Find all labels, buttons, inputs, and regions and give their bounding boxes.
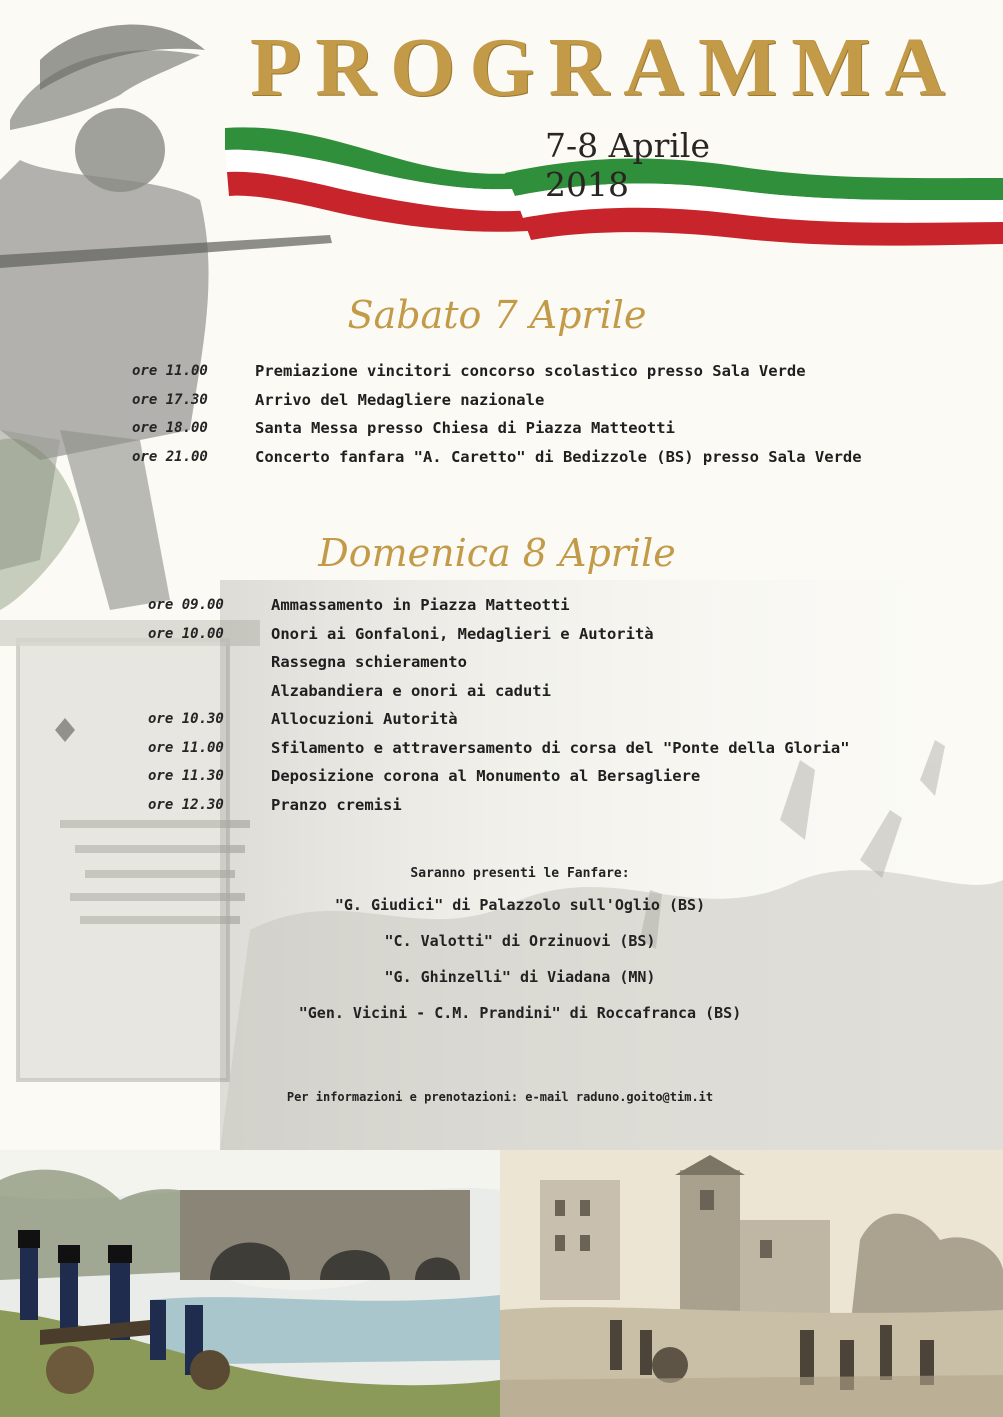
schedule-row	[132, 357, 992, 386]
schedule-time: ore 09.00	[148, 597, 224, 613]
schedule-row	[132, 386, 992, 415]
schedule-event: Premiazione vincitori concorso scolastico presso Sala Verde	[255, 362, 806, 380]
schedule-event: Onori ai Gonfaloni, Medaglieri e Autorità	[271, 624, 654, 643]
sunday-heading: Domenica 8 Aprile	[318, 531, 676, 575]
schedule-row	[148, 791, 988, 820]
event-dates: 7-8 Aprile 2018	[545, 126, 710, 204]
schedule-time: ore 21.00	[132, 448, 208, 465]
saturday-heading: Sabato 7 Aprile	[347, 293, 647, 337]
schedule-event: Santa Messa presso Chiesa di Piazza Matteotti	[255, 419, 675, 437]
schedule-row	[148, 620, 988, 649]
bridge-battle-painting	[0, 1150, 500, 1417]
fanfare-item: "C. Valotti" di Orzinuovi (BS)	[384, 932, 656, 950]
schedule-row	[148, 734, 988, 763]
fanfare-heading: Saranno presenti le Fanfare:	[410, 866, 630, 881]
contact-info: Per informazioni e prenotazioni: e-mail raduno.goito@tim.it	[286, 1090, 714, 1104]
schedule-event: Arrivo del Medagliere nazionale	[255, 390, 545, 409]
schedule-event: Deposizione corona al Monumento al Bersagliere	[271, 767, 701, 785]
schedule-row	[148, 762, 988, 791]
fanfare-section	[230, 866, 810, 1037]
saturday-schedule	[132, 357, 992, 471]
schedule-event: Pranzo cremisi	[271, 795, 402, 814]
schedule-row	[148, 705, 988, 734]
schedule-time: ore 11.00	[132, 363, 208, 379]
schedule-time: ore 11.30	[148, 768, 224, 784]
fanfare-item: "G. Giudici" di Palazzolo sull'Oglio (BS)	[334, 896, 706, 914]
fanfare-item: "Gen. Vicini - C.M. Prandini" di Roccafranca (BS)	[298, 1004, 742, 1022]
schedule-time: ore 11.00	[148, 739, 224, 756]
schedule-row	[148, 591, 988, 620]
schedule-time: ore 12.30	[148, 796, 224, 813]
village-battle-drawing	[500, 1150, 1003, 1417]
schedule-event: Rassegna schieramento	[271, 653, 467, 671]
schedule-event: Alzabandiera e onori ai caduti	[271, 681, 551, 700]
schedule-row	[148, 648, 988, 677]
schedule-row	[148, 677, 988, 706]
page-title: PROGRAMMA	[250, 21, 960, 114]
schedule-row	[132, 414, 992, 443]
schedule-event: Concerto fanfara "A. Caretto" di Bedizzole (BS) presso Sala Verde	[255, 447, 862, 466]
schedule-event: Ammassamento in Piazza Matteotti	[271, 596, 570, 614]
schedule-time: ore 17.30	[132, 391, 208, 408]
schedule-row	[132, 443, 992, 472]
schedule-time: ore 10.00	[148, 625, 224, 642]
schedule-time: ore 10.30	[148, 711, 224, 727]
fanfare-item: "G. Ghinzelli" di Viadana (MN)	[384, 968, 656, 986]
schedule-time: ore 18.00	[132, 420, 208, 436]
schedule-event: Sfilamento e attraversamento di corsa del "Ponte della Gloria"	[271, 738, 850, 757]
fanfare-list	[230, 893, 810, 1037]
sunday-schedule	[148, 591, 988, 819]
schedule-event: Allocuzioni Autorità	[271, 710, 458, 728]
